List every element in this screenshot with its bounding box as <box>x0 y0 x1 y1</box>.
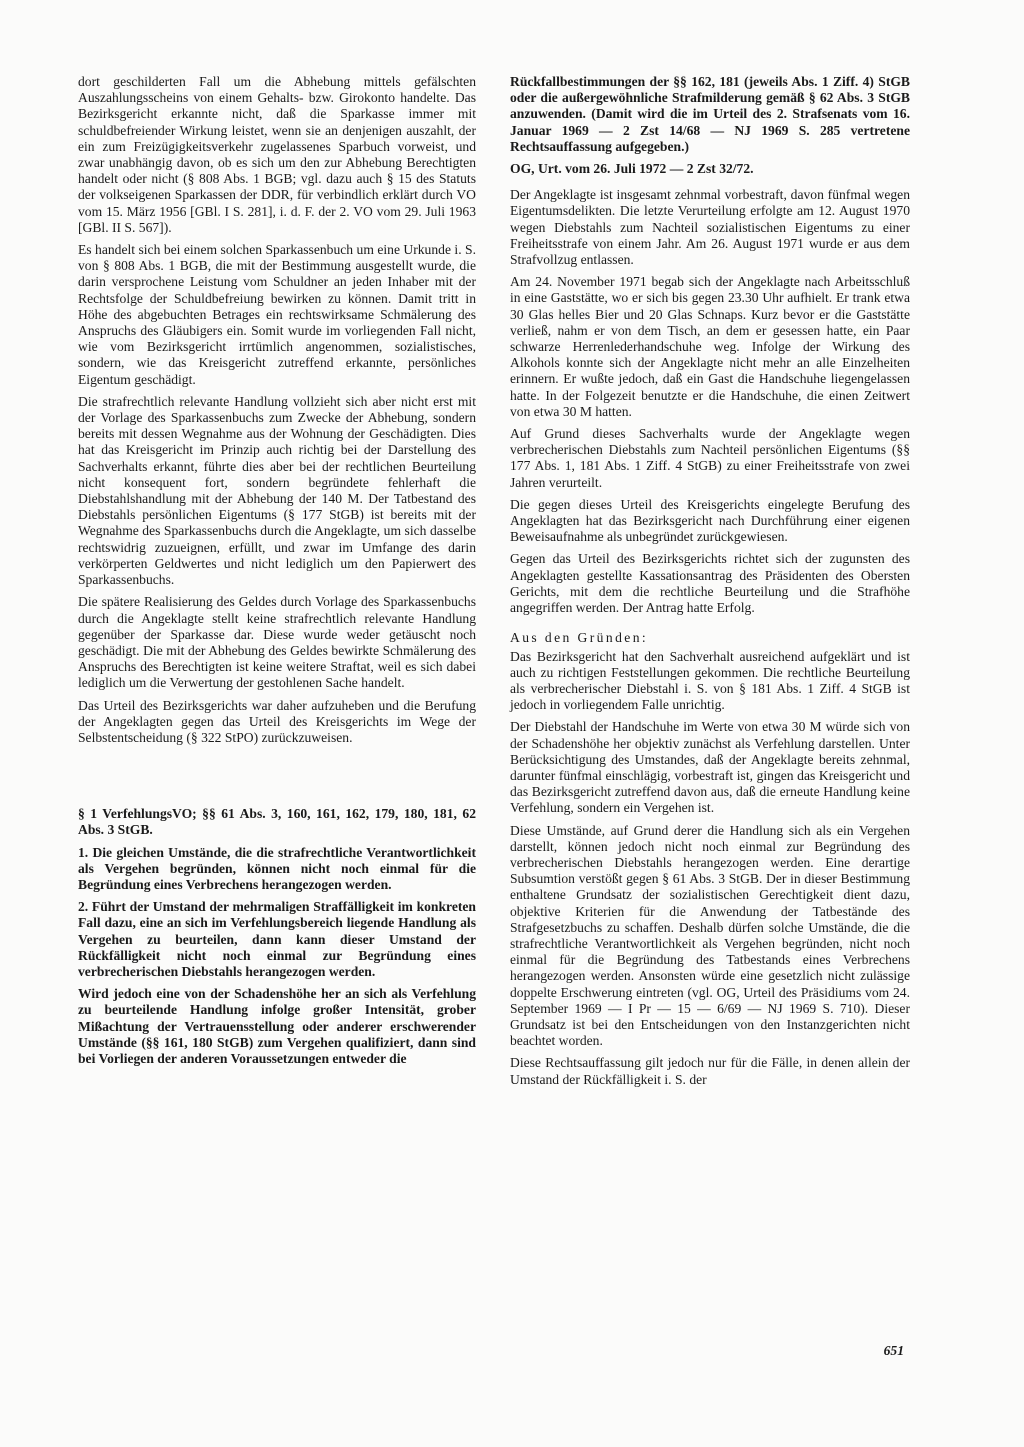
body-paragraph: Diese Rechtsauffassung gilt jedoch nur für die Fälle, in denen allein der Umstand der Rückfälligkeit i. S. der <box>510 1055 910 1087</box>
reasons-label: Aus den Gründen: <box>510 630 649 646</box>
body-paragraph: Das Urteil des Bezirksgerichts war daher aufzuheben und die Berufung der Angeklagten gegen das Urteil des Kreisgerichts im Wege der Selbstentscheidung (§ 322 StPO) zurückzuweisen. <box>78 697 476 745</box>
body-paragraph: Es handelt sich bei einem solchen Sparkassenbuch um eine Urkunde i. S. von § 808 Abs. 1 BGB, die mit der Bestimmung ausgestellt wurde, die darin versprochene Leistung vom Schuldner an jeden Inhaber mit der Rechtsfolge der Schuldbefreiung bewirken zu können. Damit tritt in Höhe des abgebuchten Betrages ein rechtswirksame Schmälerung des Anspruchs des Gläubigers ein. Somit wurde im vorliegenden Fall nicht, wie vom Bezirksgericht irrtümlich angenommen, sozialistisches, sondern, wie das Kreisgericht zutreffend erkannte, persönliches Eigentum geschädigt. <box>78 242 476 387</box>
statute-heading: § 1 VerfehlungsVO; §§ 61 Abs. 3, 160, 161, 162, 179, 180, 181, 62 Abs. 3 StGB. <box>78 806 476 838</box>
headnote: 2. Führt der Umstand der mehrmaligen Straffälligkeit im konkreten Fall dazu, eine an sich im Verfehlungsbereich liegende Handlung als Vergehen zu beurteilen, dann kann dieser Umstand der Rückfälligkeit nicht noch einmal zur Begründung eines verbrecherischen Diebstahls herangezogen werden. <box>78 899 476 979</box>
headnote: 1. Die gleichen Umstände, die die strafrechtliche Verantwortlichkeit als Vergehen begründen, können nicht noch einmal für die Begründung eines Verbrechens herangezogen werden. <box>78 844 476 892</box>
headnote: Wird jedoch eine von der Schadenshöhe her an sich als Verfehlung zu beurteilende Handlung infolge großer Intensität, grober Mißachtung der Vertrauensstellung oder anderer erschwerender Umstände (§§ 161, 180 StGB) zum Vergehen qualifiziert, dann sind bei Vorliegen der anderen Voraussetzungen entweder die <box>78 986 476 1066</box>
body-paragraph: Der Angeklagte ist insgesamt zehnmal vorbestraft, davon fünfmal wegen Eigentumsdelikten. Die letzte Verurteilung erfolgte am 12. August 1970 wegen Diebstahls zum Nachteil sozialistischen Eigentums zu einer Freiheitsstrafe von einem Jahr. Am 26. August 1971 wurde er aus dem Strafvollzug entlassen. <box>510 187 910 268</box>
court-citation: OG, Urt. vom 26. Juli 1972 — 2 Zst 32/72. <box>510 161 754 177</box>
right-column <box>510 74 910 1094</box>
case-heading-block <box>78 806 476 1067</box>
body-paragraph: dort geschilderten Fall um die Abhebung mittels gefälschten Auszahlungsscheins von einem Gehalts- bzw. Girokonto handelte. Das Bezirksgericht erkannte nicht, daß die Sparkasse immer mit schuldbefreiender Wirkung leistet, wenn sie an denjenigen auszahlt, der ein zum Freizügigkeitsverkehr zugelassenes Sparbuch vorweist, und zwar unabhängig davon, ob es sich um den zur Abhebung Berechtigten handelt oder nicht (§ 808 Abs. 1 BGB; vgl. dazu auch § 15 des Statuts der volkseigenen Sparkassen der DDR, für verbindlich erklärt durch VO vom 15. März 1956 [GBl. I S. 281], i. d. F. der 2. VO vom 29. Juli 1963 [GBl. II S. 567]). <box>78 74 476 235</box>
body-paragraph: Gegen das Urteil des Bezirksgerichts richtet sich der zugunsten des Angeklagten gestellte Kassationsantrag des Präsidenten des Obersten Gerichts, mit dem die rechtliche Beurteilung und die Strafhöhe angegriffen werden. Der Antrag hatte Erfolg. <box>510 551 910 616</box>
page-number: 651 <box>883 1343 904 1358</box>
headnote-continuation: Rückfallbestimmungen der §§ 162, 181 (jeweils Abs. 1 Ziff. 4) StGB oder die außergewöhnliche Strafmilderung gemäß § 62 Abs. 3 StGB anzuwenden. (Damit wird die im Urteil des 2. Strafsenats vom 16. Januar 1969 — 2 Zst 14/68 — NJ 1969 S. 285 vertretene Rechtsauffassung aufgegeben.) <box>510 74 910 154</box>
body-paragraph: Am 24. November 1971 begab sich der Angeklagte nach Arbeitsschluß in eine Gaststätte, wo er sich bis gegen 23.30 Uhr aufhielt. Er trank etwa 30 Glas helles Bier und 20 Glas Schnaps. Kurz bevor er die Gaststätte verließ, nahm er von dem Tisch, an dem er gesessen hatte, ein Paar schwarze Herrenlederhandschuhe weg. Infolge der Wirkung des Alkohols konnte sich der Angeklagte nicht mehr an alle Einzelheiten erinnern. Er wußte jedoch, daß ein Gast die Handschuhe liegengelassen hatte. In der Folgezeit benutzte er die Handschuhe, die einen Zeitwert von etwa 30 M hatten. <box>510 274 910 419</box>
left-column <box>78 74 476 1073</box>
body-paragraph: Diese Umstände, auf Grund derer die Handlung sich als ein Vergehen darstellt, können jedoch nicht noch einmal zur Begründung des verbrecherischen Diebstahls herangezogen werden. Eine derartige Subsumtion verstößt gegen § 61 Abs. 3 StGB. Der in dieser Bestimmung enthaltene Grundsatz der sozialistischen Gerechtigkeit dient dazu, objektive Kriterien für die Anwendung der Tatbestände des Strafgesetzbuchs zu schaffen. Deshalb dürfen solche Umstände, die die strafrechtliche Verantwortlichkeit als Vergehen begründen, nicht noch einmal für die Begründung des Tatbestands eines Verbrechens herangezogen werden. Ansonsten würde eine gesetzlich nicht zulässige doppelte Erschwerung eintreten (vgl. OG, Urteil des Präsidiums vom 24. September 1969 — I Pr — 15 — 6/69 — NJ 1969 S. 710). Dieser Grundsatz ist bei den Entscheidungen von den Instanzgerichten nicht beachtet worden. <box>510 822 910 1049</box>
body-paragraph: Der Diebstahl der Handschuhe im Werte von etwa 30 M würde sich von der Schadenshöhe her objektiv zunächst als Verfehlung darstellen. Unter Berücksichtigung des Umstandes, daß der Angeklagte bereits zehnmal, darunter fünfmal einschlägig, vorbestraft ist, gingen das Kreisgericht und das Bezirksgericht zutreffend davon aus, daß die erneute Handlung keine Verfehlung, sondern ein Vergehen ist. <box>510 719 910 816</box>
body-paragraph: Die spätere Realisierung des Geldes durch Vorlage des Sparkassenbuchs durch die Angeklagte stellt keine strafrechtlich relevante Handlung gegenüber der Sparkasse dar. Diese wurde weder getäuscht noch geschädigt. Die mit der Abhebung des Geldes bewirkte Schmälerung des Anspruchs des Berechtigten ist keine weitere Straftat, weil es sich dabei lediglich um die Verwertung der gestohlenen Sache handelt. <box>78 594 476 691</box>
body-paragraph: Die strafrechtlich relevante Handlung vollzieht sich aber nicht erst mit der Vorlage des Sparkassenbuchs zum Zwecke der Abhebung, sondern bereits mit dessen Wegnahme aus der Wohnung der Geschädigten. Dies hat das Kreisgericht im Prinzip auch richtig bei der Darstellung des Sachverhalts erkannt, führte dies aber bei der rechtlichen Beurteilung nicht konsequent fort, sondern begründete fehlerhaft die Diebstahlshandlung mit der Abhebung der 140 M. Der Tatbestand des Diebstahls persönlichen Eigentums (§ 177 StGB) ist bereits mit der Wegnahme des Sparkassenbuchs durch die Angeklagte, um sich dasselbe rechtswidrig zuzueignen, erfüllt, und zwar im Umfange des darin verkörperten Geldwertes und nicht lediglich um den Papierwert des Sparkassenbuchs. <box>78 393 476 588</box>
body-paragraph: Das Bezirksgericht hat den Sachverhalt ausreichend aufgeklärt und ist auch zu richtigen Feststellungen gekommen. Die rechtliche Beurteilung als verbrecherischer Diebstahl i. S. von § 181 Abs. 1 Ziff. 4 StGB ist jedoch in vorliegendem Falle unrichtig. <box>510 648 910 713</box>
body-paragraph: Die gegen dieses Urteil des Kreisgerichts eingelegte Berufung des Angeklagten hat das Bezirksgericht nach Durchführung einer eigenen Beweisaufnahme als unbegründet zurückgewiesen. <box>510 496 910 545</box>
body-paragraph: Auf Grund dieses Sachverhalts wurde der Angeklagte wegen verbrecherischen Diebstahls zum Nachteil persönlichen Eigentums (§§ 177 Abs. 1, 181 Abs. 1 Ziff. 4 StGB) zu einer Freiheitsstrafe von zwei Jahren verurteilt. <box>510 426 910 490</box>
